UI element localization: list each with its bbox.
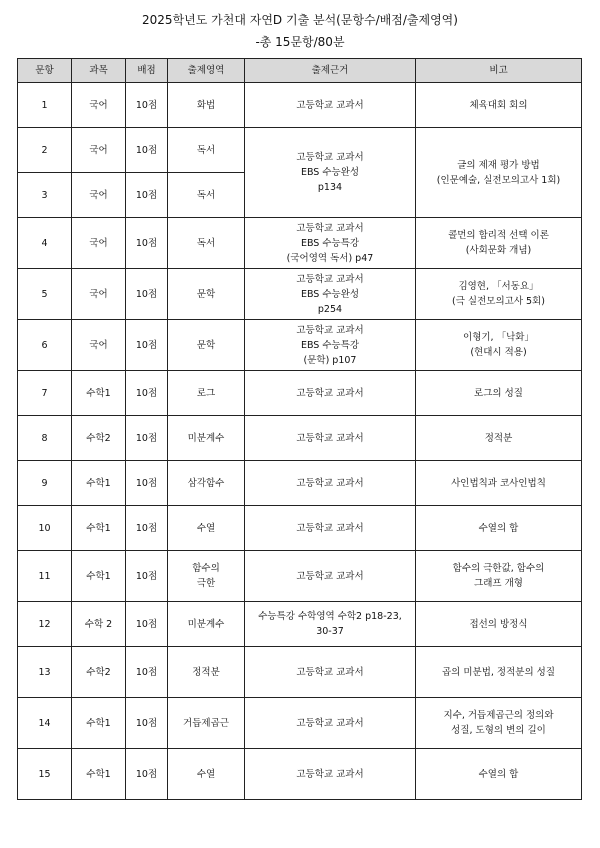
- table-row: [18, 371, 582, 416]
- cell-subject: 국어: [72, 218, 126, 269]
- document-subtitle: -총 15문항/80분: [255, 35, 345, 49]
- cell-area: 함수의 극한: [168, 551, 245, 602]
- document-title: 2025학년도 가천대 자연D 기출 분석(문항수/배점/출제영역): [142, 13, 458, 27]
- table-row: [18, 416, 582, 461]
- cell-area: 수열: [168, 749, 245, 800]
- cell-subject: 국어: [72, 128, 126, 173]
- cell-no: 4: [18, 218, 72, 269]
- header-no: 문항: [18, 59, 72, 83]
- cell-points: 10점: [126, 416, 168, 461]
- cell-subject: 국어: [72, 83, 126, 128]
- cell-note: 수열의 합: [416, 749, 582, 800]
- cell-points: 10점: [126, 218, 168, 269]
- cell-note: 로그의 성질: [416, 371, 582, 416]
- cell-note: 정적분: [416, 416, 582, 461]
- cell-note: 글의 제재 평가 방법 (인문예술, 실전모의고사 1회): [416, 128, 582, 218]
- cell-subject: 수학1: [72, 506, 126, 551]
- cell-subject: 수학 2: [72, 602, 126, 647]
- cell-note: 이형기, 「낙화」 (현대시 적용): [416, 320, 582, 371]
- cell-source: 고등학교 교과서: [245, 698, 416, 749]
- header-note: 비고: [416, 59, 582, 83]
- cell-no: 11: [18, 551, 72, 602]
- cell-area: 독서: [168, 173, 245, 218]
- cell-subject: 수학1: [72, 749, 126, 800]
- cell-source: 수능특강 수학영역 수학2 p18-23, 30-37: [245, 602, 416, 647]
- table-header-row: [18, 59, 582, 83]
- cell-source: 고등학교 교과서: [245, 416, 416, 461]
- cell-points: 10점: [126, 698, 168, 749]
- cell-note: 함수의 극한값, 함수의 그래프 개형: [416, 551, 582, 602]
- cell-points: 10점: [126, 551, 168, 602]
- cell-no: 13: [18, 647, 72, 698]
- cell-source: 고등학교 교과서: [245, 647, 416, 698]
- cell-note: 사인법칙과 코사인법칙: [416, 461, 582, 506]
- cell-no: 6: [18, 320, 72, 371]
- cell-source: 고등학교 교과서: [245, 506, 416, 551]
- cell-subject: 수학2: [72, 647, 126, 698]
- cell-no: 3: [18, 173, 72, 218]
- cell-area: 독서: [168, 218, 245, 269]
- table-row: [18, 749, 582, 800]
- table-row: [18, 602, 582, 647]
- cell-points: 10점: [126, 173, 168, 218]
- cell-no: 1: [18, 83, 72, 128]
- cell-source: 고등학교 교과서 EBS 수능특강 (국어영역 독서) p47: [245, 218, 416, 269]
- cell-no: 15: [18, 749, 72, 800]
- cell-points: 10점: [126, 506, 168, 551]
- header-points: 배점: [126, 59, 168, 83]
- cell-source: 고등학교 교과서: [245, 83, 416, 128]
- cell-no: 2: [18, 128, 72, 173]
- table-row: [18, 320, 582, 371]
- cell-source: 고등학교 교과서 EBS 수능완성 p134: [245, 128, 416, 218]
- table-row: [18, 83, 582, 128]
- cell-source: 고등학교 교과서: [245, 551, 416, 602]
- cell-subject: 국어: [72, 320, 126, 371]
- table-row: [18, 647, 582, 698]
- cell-source: 고등학교 교과서: [245, 371, 416, 416]
- cell-subject: 수학1: [72, 551, 126, 602]
- cell-points: 10점: [126, 461, 168, 506]
- cell-area: 거듭제곱근: [168, 698, 245, 749]
- table-row: [18, 698, 582, 749]
- cell-note: 곱의 미분법, 정적분의 성질: [416, 647, 582, 698]
- table-row: [18, 461, 582, 506]
- cell-area: 미분계수: [168, 416, 245, 461]
- table-row: [18, 551, 582, 602]
- cell-no: 8: [18, 416, 72, 461]
- header-source: 출제근거: [245, 59, 416, 83]
- cell-points: 10점: [126, 647, 168, 698]
- cell-area: 문학: [168, 320, 245, 371]
- cell-note: 체육대회 회의: [416, 83, 582, 128]
- cell-source: 고등학교 교과서 EBS 수능완성 p254: [245, 269, 416, 320]
- cell-subject: 수학1: [72, 698, 126, 749]
- analysis-table: [17, 58, 582, 800]
- table-row: [18, 506, 582, 551]
- cell-note: 김영현, 「서동요」 (극 실전모의고사 5회): [416, 269, 582, 320]
- cell-area: 문학: [168, 269, 245, 320]
- table-row: [18, 128, 582, 173]
- cell-area: 미분계수: [168, 602, 245, 647]
- cell-note: 콜먼의 합리적 선택 이론 (사회문화 개념): [416, 218, 582, 269]
- cell-no: 10: [18, 506, 72, 551]
- cell-area: 정적분: [168, 647, 245, 698]
- cell-subject: 국어: [72, 173, 126, 218]
- cell-source: 고등학교 교과서 EBS 수능특강 (문학) p107: [245, 320, 416, 371]
- cell-source: 고등학교 교과서: [245, 461, 416, 506]
- cell-subject: 수학1: [72, 461, 126, 506]
- cell-area: 독서: [168, 128, 245, 173]
- header-subject: 과목: [72, 59, 126, 83]
- cell-no: 12: [18, 602, 72, 647]
- cell-subject: 국어: [72, 269, 126, 320]
- cell-note: 수열의 합: [416, 506, 582, 551]
- cell-points: 10점: [126, 128, 168, 173]
- cell-no: 7: [18, 371, 72, 416]
- cell-area: 수열: [168, 506, 245, 551]
- header-area: 출제영역: [168, 59, 245, 83]
- cell-subject: 수학2: [72, 416, 126, 461]
- cell-points: 10점: [126, 371, 168, 416]
- cell-area: 로그: [168, 371, 245, 416]
- cell-note: 접선의 방정식: [416, 602, 582, 647]
- cell-no: 5: [18, 269, 72, 320]
- cell-points: 10점: [126, 83, 168, 128]
- cell-subject: 수학1: [72, 371, 126, 416]
- table-row: [18, 269, 582, 320]
- cell-points: 10점: [126, 269, 168, 320]
- cell-no: 14: [18, 698, 72, 749]
- cell-area: 화법: [168, 83, 245, 128]
- cell-no: 9: [18, 461, 72, 506]
- cell-note: 지수, 거듭제곱근의 정의와 성질, 도형의 변의 길이: [416, 698, 582, 749]
- cell-points: 10점: [126, 749, 168, 800]
- table-row: [18, 218, 582, 269]
- cell-source: 고등학교 교과서: [245, 749, 416, 800]
- cell-points: 10점: [126, 602, 168, 647]
- cell-area: 삼각함수: [168, 461, 245, 506]
- cell-points: 10점: [126, 320, 168, 371]
